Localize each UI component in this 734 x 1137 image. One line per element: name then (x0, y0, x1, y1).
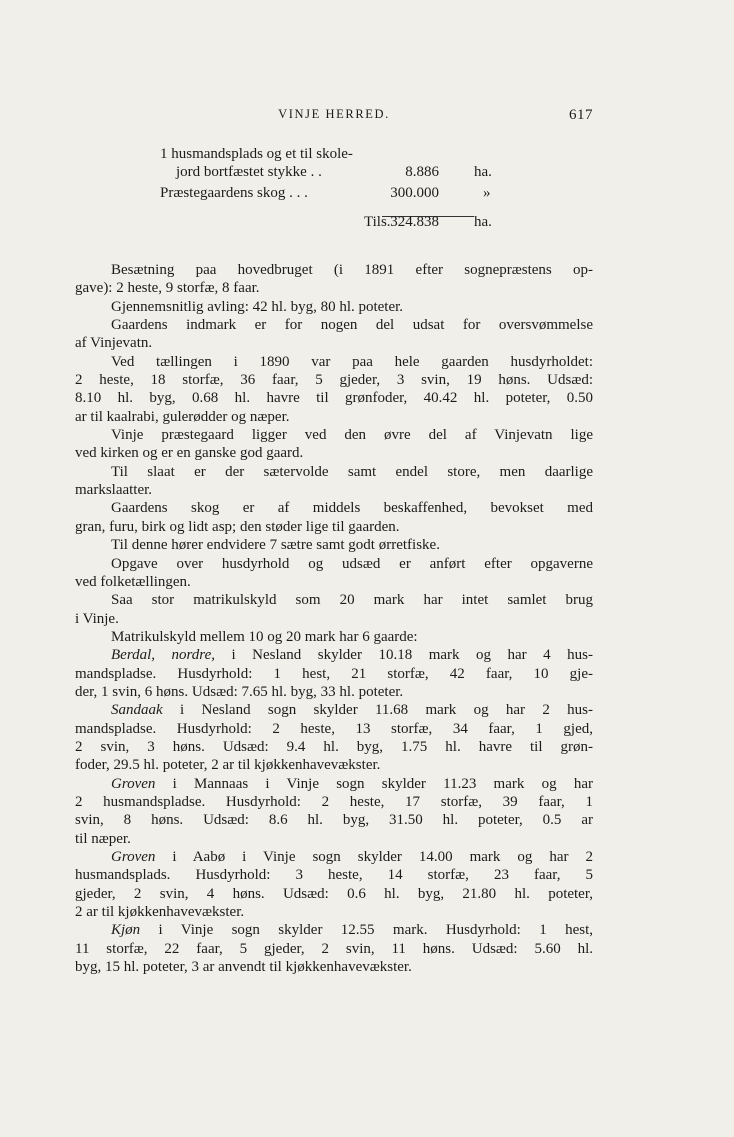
text-line (75, 903, 593, 921)
text-line (75, 573, 593, 591)
area-total-row (160, 213, 500, 231)
area-row (160, 184, 500, 202)
line-text: Matrikulskyld mellem 10 og 20 mark har 6 gaarde: (111, 628, 418, 645)
area-row (160, 145, 500, 163)
area-label: 1 husmandsplads og et til skole- (160, 146, 353, 162)
text-line (75, 958, 593, 976)
line-text: af Vinjevatn. (75, 335, 153, 352)
line-text: i Vinje. (75, 610, 119, 627)
line-text: der, 1 svin, 6 høns. Udsæd: 7.65 hl. byg, 33 hl. poteter. (75, 683, 404, 700)
total-unit: ha. (474, 214, 492, 230)
line-text: 8.10 hl. byg, 0.68 hl. havre til grønfoder, 40.42 hl. poteter, 0.50 (75, 390, 593, 407)
line-text: 2 husmandspladse. Husdyrhold: 2 heste, 17 storfæ, 39 faar, 1 (75, 793, 593, 810)
text-line (75, 610, 593, 628)
line-text: i Aabø i Vinje sogn skylder 14.00 mark og har 2 (155, 849, 593, 865)
text-line (75, 738, 593, 756)
text-line (75, 756, 593, 774)
line-text: markslaatter. (75, 482, 153, 499)
line-text: Til denne hører endvidere 7 sætre samt godt ørretfiske. (111, 537, 440, 554)
text-line (75, 518, 593, 536)
text-line (75, 536, 593, 554)
line-text: ar til kaalrabi, gulerødder og næper. (75, 408, 290, 425)
line-text: Opgave over husdyrhold og udsæd er anført efter opgaverne (111, 555, 593, 572)
line-text: byg, 15 hl. poteter, 3 ar anvendt til kjøkkenhavevækster. (75, 959, 412, 976)
text-line (75, 481, 593, 499)
text-line (75, 298, 593, 316)
farm-name: Berdal, nordre, (111, 647, 215, 664)
line-text: gjeder, 2 svin, 4 høns. Udsæd: 0.6 hl. byg, 21.80 hl. poteter, (75, 885, 593, 902)
text-line (75, 334, 593, 352)
total-label: Tils. (364, 214, 391, 230)
text-line (75, 683, 593, 701)
line-text: Til slaat er der sætervolde samt endel store, men daarlige (111, 463, 593, 480)
area-label: jord bortfæstet stykke . . (176, 164, 322, 180)
area-table (160, 145, 500, 231)
text-line (75, 885, 593, 903)
line-text: gran, furu, birk og lidt asp; den støder lige til gaarden. (75, 518, 400, 535)
text-line (75, 720, 593, 738)
line-text: Ved tællingen i 1890 var paa hele gaarden husdyrholdet: (111, 353, 593, 370)
line-text: i Vinje sogn skylder 12.55 mark. Husdyrhold: 1 hest, (140, 922, 593, 939)
body-text (75, 261, 593, 976)
area-unit: ha. (474, 164, 492, 180)
text-line (75, 591, 593, 609)
line-text: Vinje præstegaard ligger ved den øvre del af Vinjevatn lige (111, 427, 593, 444)
text-line (75, 279, 593, 297)
line-text: Gjennemsnitlig avling: 42 hl. byg, 80 hl. poteter. (111, 298, 404, 315)
line-text: til næper. (75, 830, 131, 847)
area-row (160, 163, 500, 181)
text-line (75, 316, 593, 334)
text-line (75, 426, 593, 444)
line-text: 11 storfæ, 22 faar, 5 gjeder, 2 svin, 11 høns. Udsæd: 5.60 hl. (75, 940, 593, 957)
text-line (75, 866, 593, 884)
area-unit: » (483, 185, 491, 201)
line-text: i Mannaas i Vinje sogn skylder 11.23 mark og har (155, 775, 593, 792)
line-text: Gaardens skog er af middels beskaffenhed, bevokset med (111, 500, 593, 517)
text-line (75, 371, 593, 389)
text-line (75, 353, 593, 371)
line-text: i Nesland sogn skylder 11.68 mark og har 2 hus- (162, 702, 593, 719)
line-text: 2 svin, 3 høns. Udsæd: 9.4 hl. byg, 1.75 hl. havre til grøn- (75, 738, 593, 755)
line-text: gave): 2 heste, 9 storfæ, 8 faar. (75, 280, 260, 297)
area-value: 8.886 (405, 164, 439, 180)
text-line (75, 830, 593, 848)
running-header (75, 107, 593, 127)
line-text: ved kirken og er en ganske god gaard. (75, 445, 304, 462)
farm-name: Groven (111, 849, 156, 865)
text-line (75, 921, 593, 939)
text-line (75, 628, 593, 646)
line-text: 2 ar til kjøkkenhavevækster. (75, 904, 245, 921)
text-line (75, 444, 593, 462)
text-line (75, 940, 593, 958)
line-text: husmandsplads. Husdyrhold: 3 heste, 14 storfæ, 23 faar, 5 (75, 867, 593, 884)
area-value: 300.000 (390, 185, 439, 201)
farm-name: Sandaak (111, 702, 163, 719)
text-line (75, 775, 593, 793)
text-line (75, 261, 593, 279)
line-text: Gaardens indmark er for nogen del udsat for oversvømmelse (111, 317, 593, 334)
text-line (75, 848, 593, 866)
line-text: mandspladse. Husdyrhold: 2 heste, 13 storfæ, 34 faar, 1 gjed, (75, 720, 593, 737)
area-label: Præstegaardens skog . . . (160, 185, 308, 201)
text-line (75, 811, 593, 829)
line-text: svin, 8 høns. Udsæd: 8.6 hl. byg, 31.50 hl. poteter, 0.5 ar (75, 812, 593, 829)
line-text: 2 heste, 18 storfæ, 36 faar, 5 gjeder, 3 svin, 19 høns. Udsæd: (75, 372, 593, 389)
farm-name: Groven (111, 775, 156, 792)
total-value: 324.838 (390, 214, 439, 230)
line-text: mandspladse. Husdyrhold: 1 hest, 21 storfæ, 42 faar, 10 gje- (75, 665, 593, 682)
text-line (75, 499, 593, 517)
text-line (75, 665, 593, 683)
line-text: Saa stor matrikulskyld som 20 mark har intet samlet brug (111, 592, 593, 609)
farm-name: Kjøn (111, 922, 141, 939)
text-line (75, 793, 593, 811)
text-line (75, 389, 593, 407)
text-line (75, 646, 593, 664)
line-text: ved folketællingen. (75, 573, 191, 590)
line-text: foder, 29.5 hl. poteter, 2 ar til kjøkkenhavevækster. (75, 757, 381, 774)
text-line (75, 555, 593, 573)
text-line (75, 463, 593, 481)
text-line (75, 408, 593, 426)
line-text: Besætning paa hovedbruget (i 1891 efter sognepræstens op- (111, 262, 593, 278)
line-text: i Nesland skylder 10.18 mark og har 4 hus- (214, 647, 593, 664)
header-title: VINJE HERRED. (278, 107, 390, 121)
page-number: 617 (569, 107, 593, 123)
text-line (75, 701, 593, 719)
